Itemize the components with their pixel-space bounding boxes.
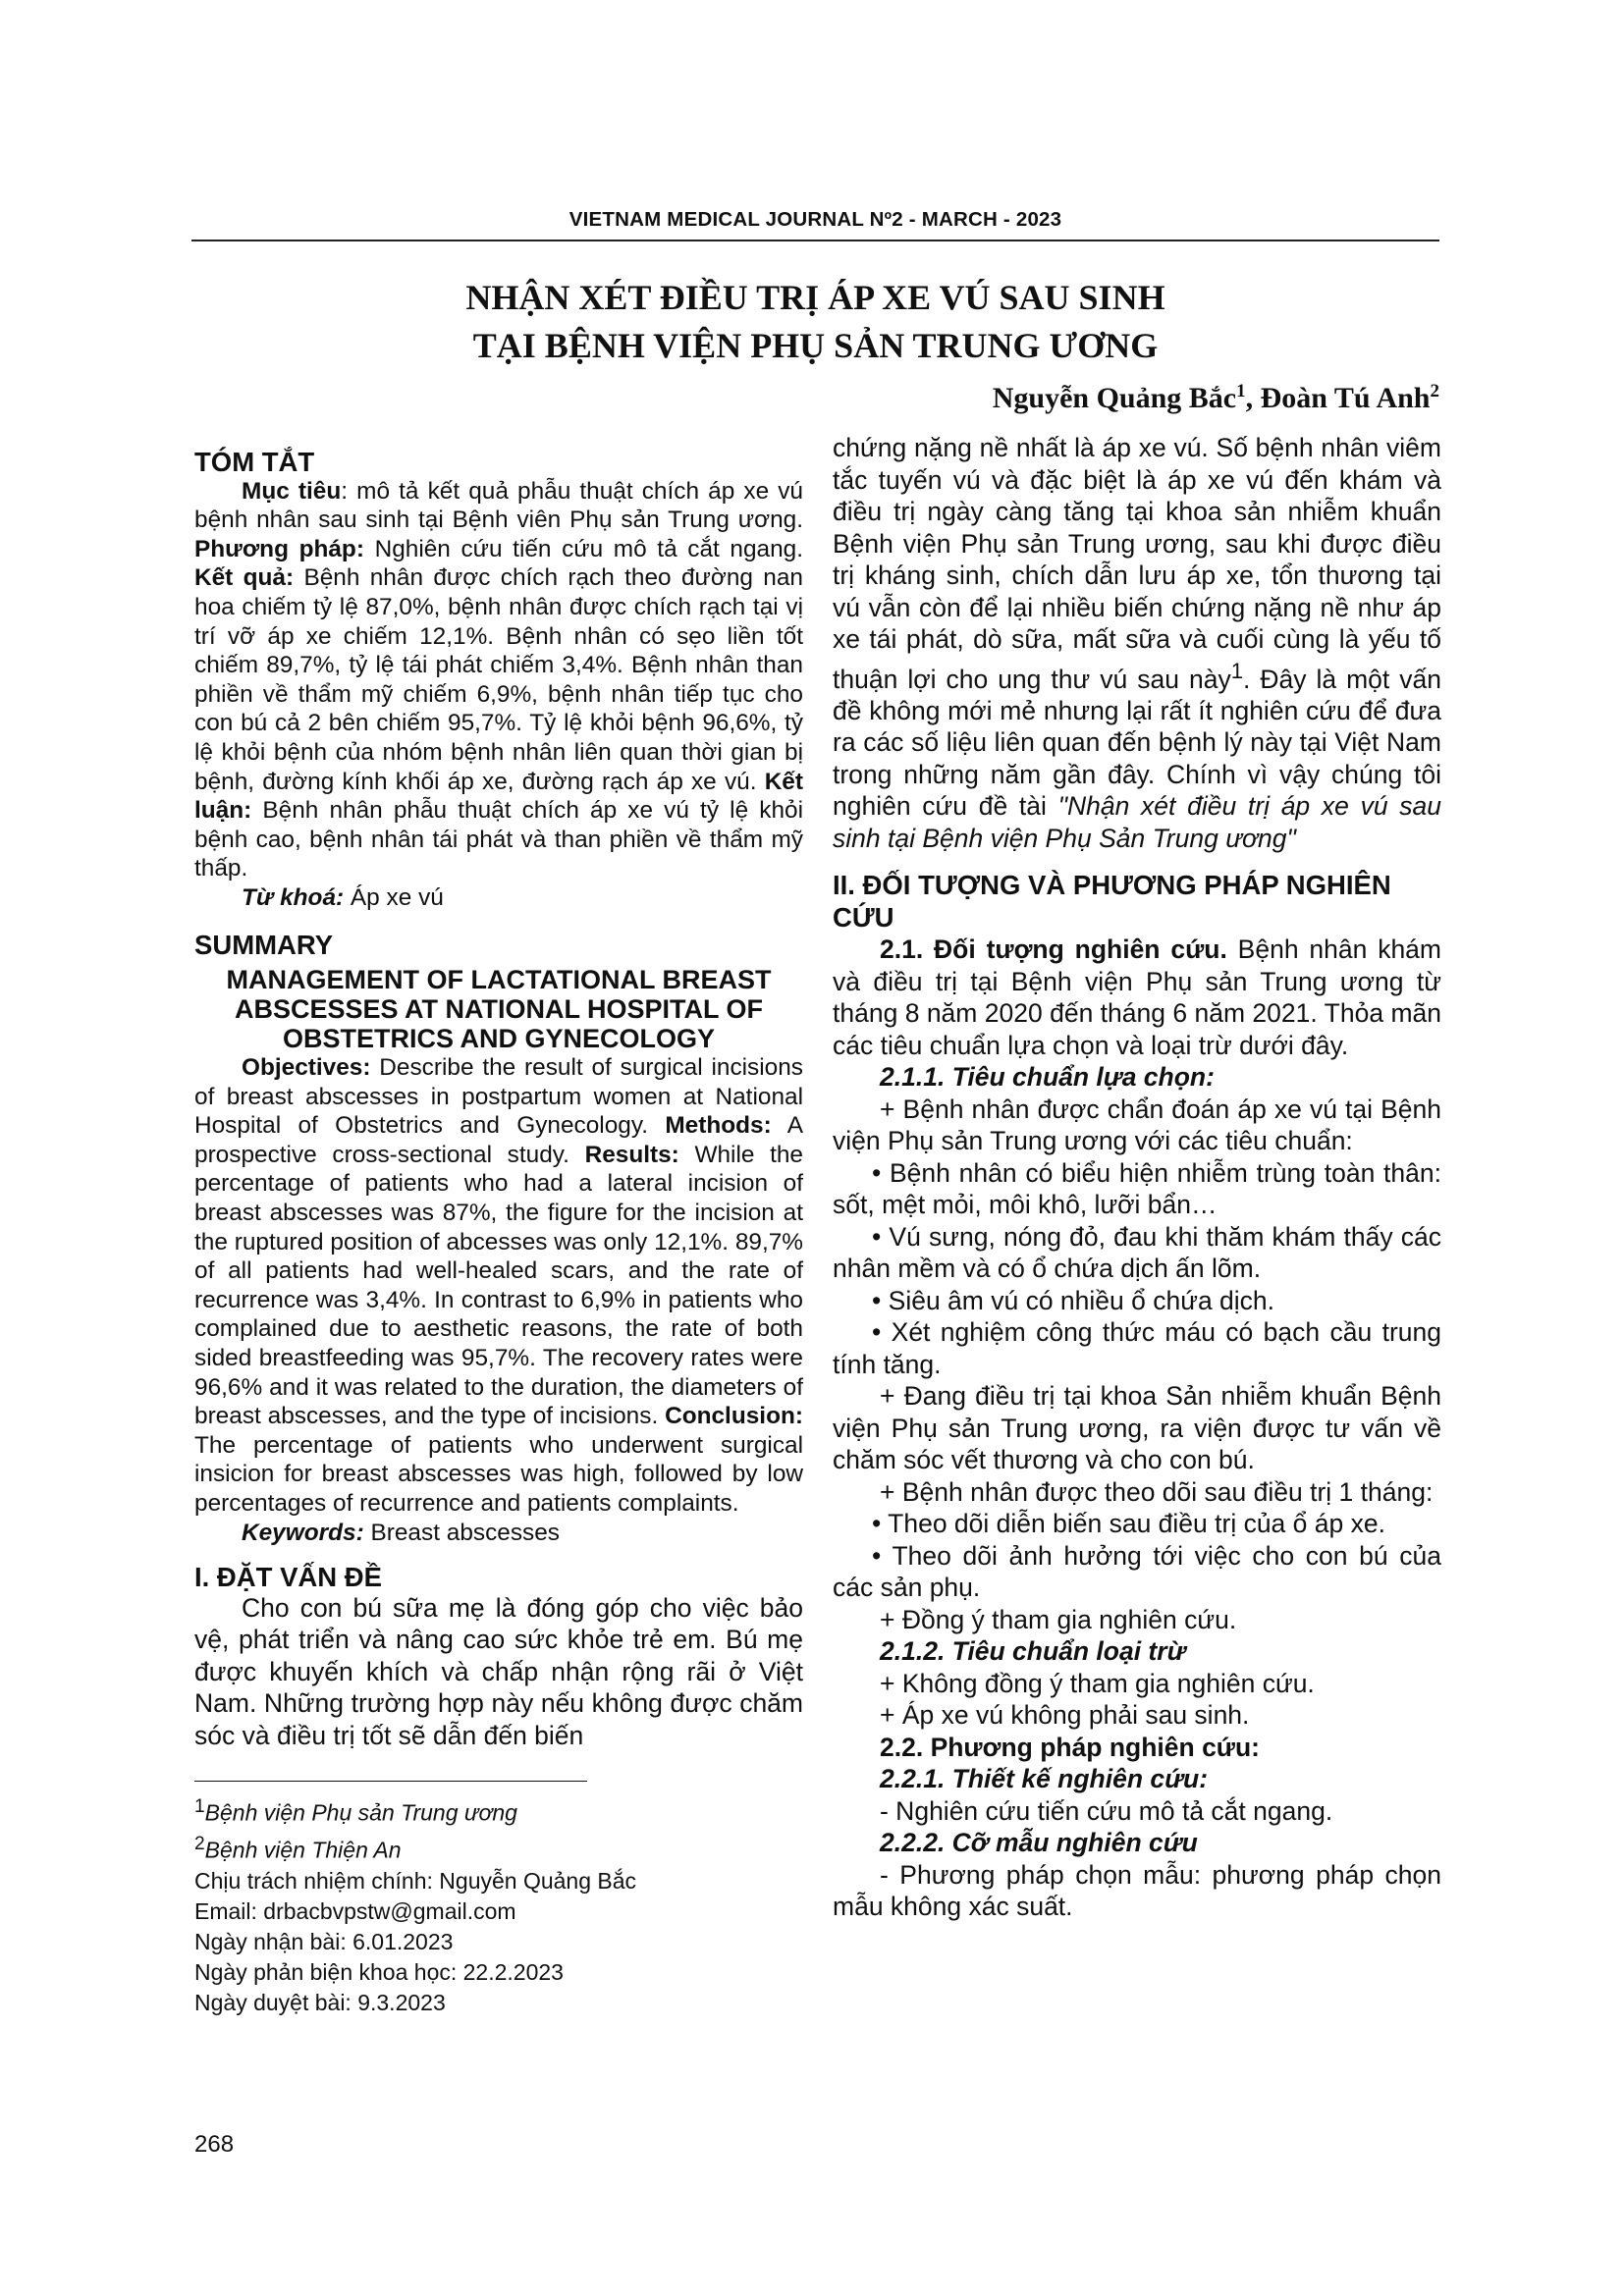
- footnote-1-text: Bệnh viện Phụ sản Trung ương: [204, 1799, 517, 1826]
- section-2-1: [833, 934, 1441, 1061]
- abstract-vi-keywords: [194, 883, 803, 913]
- footnote-email: Email: drbacbvpstw@gmail.com: [194, 1897, 516, 1924]
- criterion-1a: • Bệnh nhân có biểu hiện nhiễm trùng toàn thân: sốt, mệt mỏi, môi khô, lưỡi bẩn…: [833, 1157, 1441, 1220]
- study-title-quote: "Nhận xét điều trị áp xe vú sau sinh tại Bệnh viện Phụ Sản Trung ương": [833, 791, 1441, 853]
- section2-heading: II. ĐỐI TƯỢNG VÀ PHƯƠNG PHÁP NGHIÊN CỨU: [833, 870, 1391, 933]
- footnote-affil-1: [194, 1791, 803, 1829]
- summary-heading: SUMMARY: [194, 929, 334, 960]
- criterion-1d: • Xét nghiệm công thức máu có bạch cầu trung tính tăng.: [833, 1317, 1441, 1379]
- label-2-2-2: 2.2.2. Cỡ mẫu nghiên cứu: [880, 1828, 1198, 1858]
- label-method: Phương pháp:: [194, 535, 364, 562]
- heading-2-1-2: [833, 1635, 1441, 1668]
- author-1: Nguyễn Quảng Bắc: [992, 382, 1237, 414]
- design-1: - Nghiên cứu tiến cứu mô tả cắt ngang.: [880, 1795, 1333, 1826]
- summary-results: While the percentage of patients who had a lateral incision of breast abscesses was 87%, the figure for the incision at the ruptured position of abcesses was only 12,1%. 89,7% of all patients had well-healed scars, and the rate of recurrence was 3,4%. In contrast to 6,9% in patients who complained due to aesthetic reasons, the rate of both sided breastfeeding was 95,7%. The recovery rates were 96,6% and it was related to the duration, the diameters of breast abscesses, and the type of incisions.: [194, 1141, 803, 1430]
- keywords-vi: Áp xe vú: [344, 883, 444, 911]
- author-1-affil: 1: [1236, 381, 1246, 401]
- abstract-vi-heading: TÓM TẮT: [194, 447, 315, 477]
- label-2-1-1: 2.1.1. Tiêu chuẩn lựa chọn:: [880, 1062, 1215, 1093]
- footnote-received: Ngày nhận bài: 6.01.2023: [194, 1928, 454, 1954]
- section1-tail: . Đây là một vấn đề không mới mẻ nhưng lại rất ít nghiên cứu để đưa ra các số liệu liên quan đến bệnh lý này tại Việt Nam trong những năm gần đây. Chính vì vậy chúng tôi nghiên cứu đề tài: [833, 664, 1442, 822]
- section1-paragraph-start: Cho con bú sữa mẹ là đóng góp cho việc bảo vệ, phát triển và nâng cao sức khỏe trẻ em. Bú mẹ được khuyến khích và chấp nhận rộng rãi ở Việt Nam. Những trường hợp này nếu không được chăm sóc và điều trị tốt sẽ dẫn đến biến: [194, 1592, 803, 1750]
- criterion-3a: • Theo dõi diễn biến sau điều trị của ổ áp xe.: [872, 1509, 1385, 1539]
- criterion-3b: • Theo dõi ảnh hưởng tới việc cho con bú của các sản phụ.: [833, 1540, 1441, 1603]
- label-conclusion-en: Conclusion:: [665, 1403, 803, 1430]
- footnote-rule: [194, 1781, 587, 1782]
- summary-keywords: [194, 1519, 803, 1548]
- section1-paragraph-cont: [833, 432, 1441, 854]
- label-objective: Mục tiêu: [242, 477, 342, 505]
- section1-heading: I. ĐẶT VẤN ĐỀ: [194, 1562, 382, 1593]
- summary-conclusion: The percentage of patients who underwent surgical insicion for breast abscesses was high, followed by low percentages of recurrence and patients complaints.: [194, 1431, 803, 1517]
- label-2-2: 2.2. Phương pháp nghiên cứu:: [880, 1732, 1261, 1762]
- authors: [993, 381, 1439, 415]
- criterion-3: + Bệnh nhân được theo dõi sau điều trị 1 tháng:: [880, 1476, 1434, 1507]
- heading-2-2: [833, 1732, 1441, 1764]
- heading-2-1-1: [833, 1061, 1441, 1094]
- sample-method: - Phương pháp chọn mẫu: phương pháp chọn mẫu không xác suất.: [833, 1859, 1441, 1922]
- label-2-2-1: 2.2.1. Thiết kế nghiên cứu:: [880, 1764, 1209, 1794]
- label-result: Kết quả:: [194, 564, 295, 592]
- summary-title: MANAGEMENT OF LACTATIONAL BREAST ABSCESSES AT NATIONAL HOSPITAL OF OBSTETRICS AND GYNECOLOGY: [226, 965, 772, 1054]
- label-keywords-en: Keywords:: [242, 1519, 364, 1546]
- criterion-1: + Bệnh nhân được chẩn đoán áp xe vú tại Bệnh viện Phụ sản Trung ương với các tiêu chuẩn:: [833, 1094, 1441, 1156]
- heading-2-2-2: [833, 1827, 1441, 1859]
- left-column: [194, 432, 803, 2018]
- footnote-affil-2: [194, 1829, 803, 1866]
- exclusion-1: + Không đồng ý tham gia nghiên cứu.: [880, 1668, 1315, 1698]
- heading-2-2-1: [833, 1763, 1441, 1795]
- abstract-result: Bệnh nhân được chích rạch theo đường nan hoa chiếm tỷ lệ 87,0%, bệnh nhân được chích rạch tại vị trí vỡ áp xe chiếm 12,1%. Bệnh nhân có sẹo liền tốt chiếm 89,7%, tỷ lệ tái phát chiếm 3,4%. Bệnh nhân than phiền về thẩm mỹ chiếm 6,9%, bệnh nhân tiếp tục cho con bú cả 2 bên chiếm 95,7%. Tỷ lệ khỏi bệnh 96,6%, tỷ lệ khỏi bệnh của nhóm bệnh nhân liên quan thời gian bị bệnh, đường kính khối áp xe, đường rạch áp xe vú.: [194, 564, 803, 795]
- journal-header: VIETNAM MEDICAL JOURNAL Nº2 - MARCH - 2023: [568, 208, 1062, 231]
- footnote-2-text: Bệnh viện Thiện An: [204, 1837, 402, 1863]
- label-conclusion: Kết luận:: [194, 768, 803, 825]
- exclusion-2: + Áp xe vú không phải sau sinh.: [880, 1700, 1250, 1731]
- footnote-approved: Ngày duyệt bài: 9.3.2023: [194, 1989, 446, 2015]
- label-methods: Methods:: [665, 1112, 772, 1140]
- criterion-2: + Đang điều trị tại khoa Sản nhiễm khuẩn Bệnh viện Phụ sản Trung ương, ra viện được tư vấn về chăm sóc vết thương và cho con bú.: [833, 1381, 1441, 1475]
- criterion-1b: • Vú sưng, nóng đỏ, đau khi thăm khám thấy các nhân mềm và có ổ chứa dịch ấn lõm.: [833, 1221, 1441, 1284]
- summary-objectives: Describe the result of surgical incisions of breast abscesses in postpartum women at National Hospital of Obstetrics and Gynecology.: [194, 1054, 803, 1140]
- page-number: 268: [194, 2131, 235, 2158]
- criterion-4: + Đồng ý tham gia nghiên cứu.: [880, 1604, 1237, 1634]
- author-2-affil: 2: [1430, 381, 1439, 401]
- label-results: Results:: [584, 1141, 679, 1168]
- article-title-line2: TẠI BỆNH VIỆN PHỤ SẢN TRUNG ƯƠNG: [472, 326, 1159, 365]
- footnote-1-marker: 1: [194, 1796, 205, 1818]
- footnote-reviewed: Ngày phản biện khoa học: 22.2.2023: [194, 1958, 564, 1985]
- label-keywords-vi: Từ khoá:: [242, 883, 345, 911]
- author-separator: ,: [1245, 382, 1261, 414]
- abstract-objective: : mô tả kết quả phẫu thuật chích áp xe vú bệnh nhân sau sinh tại Bệnh viên Phụ sản Trung ương.: [194, 477, 803, 534]
- summary-body: [194, 1053, 803, 1519]
- label-objectives: Objectives:: [242, 1054, 371, 1082]
- keywords-en: Breast abscesses: [363, 1519, 560, 1546]
- section1-continuation: chứng nặng nề nhất là áp xe vú. Số bệnh nhân viêm tắc tuyến vú và đặc biệt là áp xe vú đến khám và điều trị ngày càng tăng tại khoa sản nhiễm khuẩn Bệnh viện Phụ sản Trung ương, sau khi được điều trị kháng sinh, chích dẫn lưu áp xe, tổn thương tại vú vẫn còn để lại nhiều biến chứng nặng nề như áp xe tái phát, dò sữa, mất sữa và cuối cùng là yếu tố thuận lợi cho ung thư vú sau này: [833, 433, 1441, 694]
- right-column: [833, 432, 1441, 1923]
- header-rule: [191, 240, 1439, 241]
- text-2-1: Bệnh nhân khám và điều trị tại Bệnh viện Phụ sản Trung ương từ tháng 8 năm 2020 đến tháng 6 năm 2021. Thỏa mãn các tiêu chuẩn lựa chọn và loại trừ dưới đây.: [833, 934, 1441, 1060]
- author-2: Đoàn Tú Anh: [1260, 382, 1431, 414]
- summary-methods: A prospective cross-sectional study.: [194, 1112, 804, 1168]
- footnote-responsible: Chịu trách nhiệm chính: Nguyễn Quảng Bắc: [194, 1867, 637, 1894]
- abstract-conclusion: Bệnh nhân phẫu thuật chích áp xe vú tỷ lệ khỏi bệnh cao, bệnh nhân tái phát và than phiền về thẩm mỹ thấp.: [194, 797, 803, 882]
- abstract-vi-body: [194, 477, 803, 883]
- footnote-2-marker: 2: [194, 1833, 205, 1854]
- label-2-1-2: 2.1.2. Tiêu chuẩn loại trừ: [880, 1636, 1186, 1667]
- abstract-method: Nghiên cứu tiến cứu mô tả cắt ngang.: [363, 535, 803, 562]
- label-2-1: 2.1. Đối tượng nghiên cứu.: [880, 934, 1227, 965]
- article-title-line1: NHẬN XÉT ĐIỀU TRỊ ÁP XE VÚ SAU SINH: [465, 278, 1165, 317]
- reference-1: 1: [1230, 658, 1243, 683]
- criterion-1c: • Siêu âm vú có nhiều ổ chứa dịch.: [872, 1285, 1275, 1315]
